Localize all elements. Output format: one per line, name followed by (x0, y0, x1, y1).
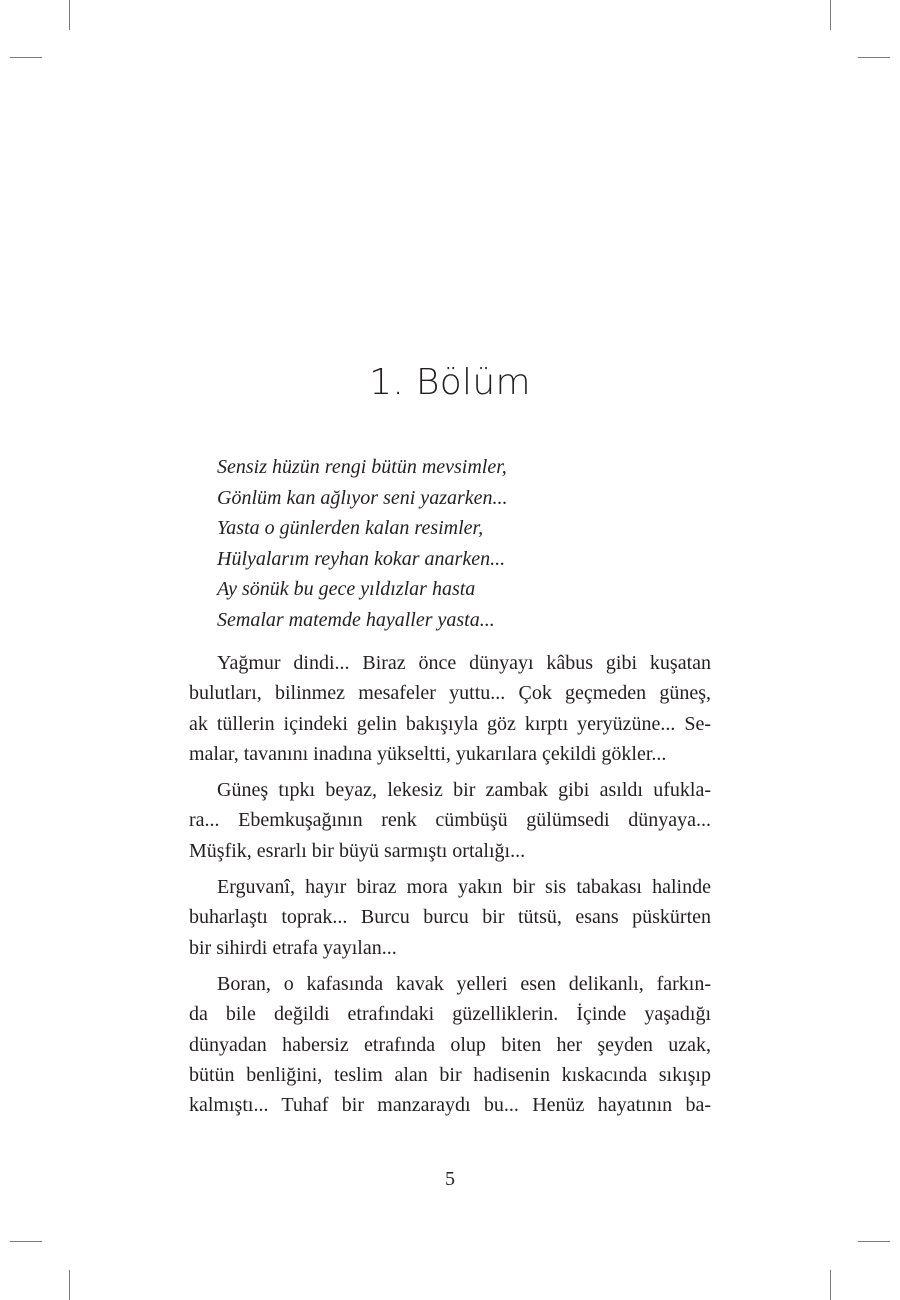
text-line: ak tüllerin içindeki gelin bakışıyla göz kırptı yeryüzüne... Se- (189, 712, 711, 735)
text-line: bulutları, bilinmez mesafeler yuttu... Çok geçmeden güneş, (189, 682, 711, 705)
text-line: malar, tavanını inadına yükseltti, yukarılara çekildi gökler... (189, 742, 667, 765)
text-line: kalmıştı... Tuhaf bir manzaraydı bu... Henüz hayatının ba- (189, 1094, 711, 1117)
text-line: Erguvanî, hayır biraz mora yakın bir sis tabakası halinde (217, 876, 711, 899)
page-number: 5 (445, 1168, 455, 1190)
poem-line: Yasta o günlerden kalan resimler, (217, 517, 484, 539)
paragraph (189, 775, 711, 866)
crop-mark (10, 57, 42, 58)
text-line: Güneş tıpkı beyaz, lekesiz bir zambak gibi asıldı ufukla- (217, 779, 711, 802)
crop-mark (69, 0, 70, 30)
crop-mark (830, 1270, 831, 1300)
poem-line: Semalar matemde hayaller yasta... (217, 608, 495, 631)
text-line: buharlaştı toprak... Burcu burcu bir tütsü, esans püskürten (189, 906, 711, 929)
text-line: bir sihirdi etrafa yayılan... (189, 936, 397, 959)
crop-mark (69, 1270, 70, 1300)
poem-line: Ay sönük bu gece yıldızlar hasta (217, 578, 476, 600)
crop-mark (10, 1241, 42, 1242)
poem-line: Gönlüm kan ağlıyor seni yazarken... (217, 486, 508, 509)
text-line: bütün benliğini, teslim alan bir hadisenin kıskacında sıkışıp (189, 1063, 711, 1086)
crop-mark (858, 57, 890, 58)
paragraph (189, 648, 711, 769)
paragraph (189, 872, 711, 963)
paragraph (189, 969, 711, 1120)
crop-mark (830, 0, 831, 30)
text-line: ra... Ebemkuşağının renk cümbüşü gülümsedi dünyaya... (189, 809, 711, 832)
epigraph-poem (217, 452, 737, 635)
body-text (189, 648, 711, 1126)
text-line: dünyadan habersiz etrafında olup biten her şeyden uzak, (189, 1033, 711, 1056)
crop-mark (858, 1241, 890, 1242)
text-line: Boran, o kafasında kavak yelleri esen delikanlı, farkın- (217, 972, 711, 995)
text-line: Müşfik, esrarlı bir büyü sarmıştı ortalığı... (189, 839, 526, 862)
poem-line: Hülyalarım reyhan kokar anarken... (217, 547, 506, 570)
text-line: Yağmur dindi... Biraz önce dünyayı kâbus gibi kuşatan (217, 652, 711, 674)
chapter-title: 1. Bölüm (369, 362, 531, 403)
poem-line: Sensiz hüzün rengi bütün mevsimler, (217, 456, 507, 478)
text-line: da bile değildi etrafındaki güzelliklerin. İçinde yaşadığı (189, 1003, 711, 1026)
